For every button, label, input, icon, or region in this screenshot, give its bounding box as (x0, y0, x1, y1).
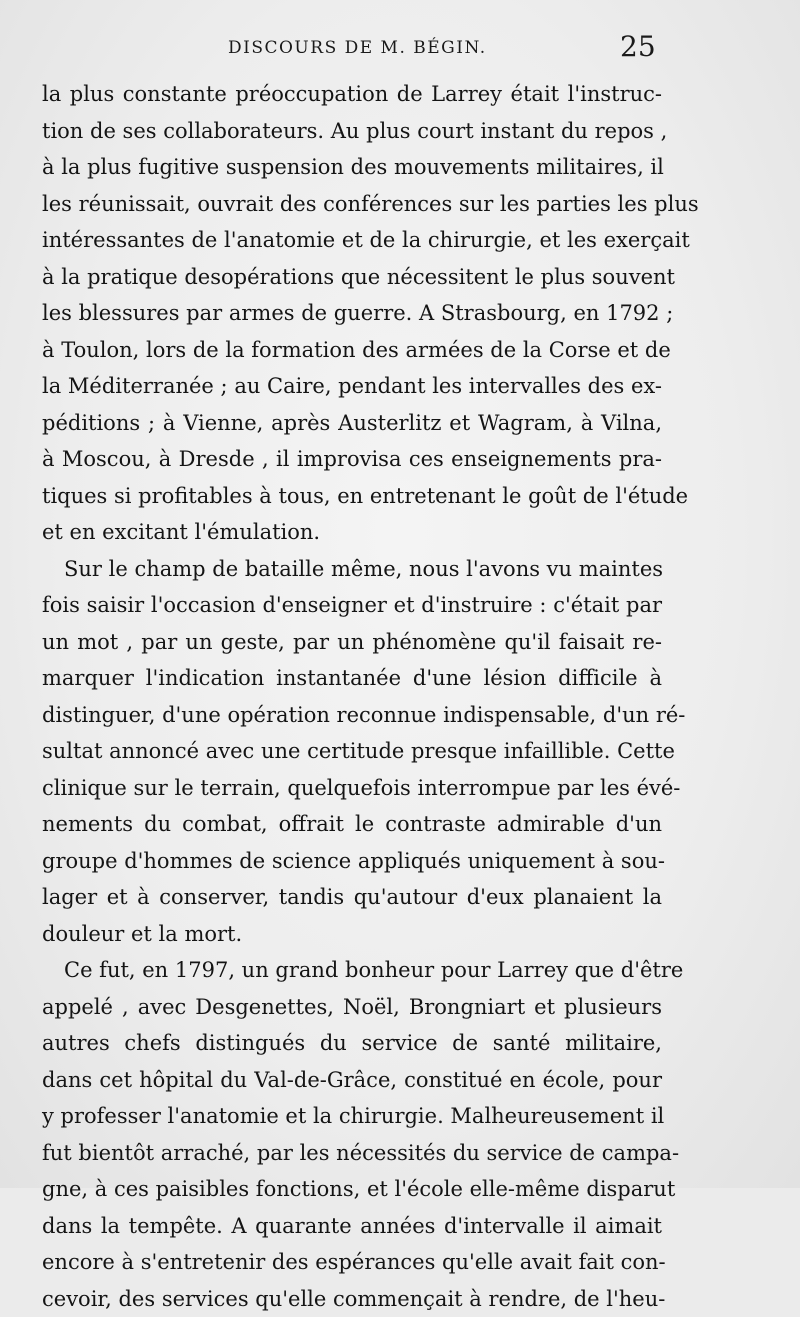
running-head (0, 30, 800, 70)
running-head-title: DISCOURS DE M. BÉGIN. (228, 38, 487, 58)
body-text (42, 76, 662, 1317)
text-line: y professer l'anatomie et la chirurgie. Malheureusement il (42, 1098, 662, 1135)
paragraph (42, 952, 662, 1317)
text-line: intéressantes de l'anatomie et de la chirurgie, et les exerçait (42, 222, 662, 259)
text-line: sultat annoncé avec une certitude presque infaillible. Cette (42, 733, 662, 770)
text-line: à Toulon, lors de la formation des armées de la Corse et de (42, 332, 662, 369)
text-line: péditions ; à Vienne, après Austerlitz et Wagram, à Vilna, (42, 405, 662, 442)
text-line: et en excitant l'émulation. (42, 514, 662, 551)
text-line: tiques si profitables à tous, en entretenant le goût de l'étude (42, 478, 662, 515)
text-line: tion de ses collaborateurs. Au plus court instant du repos , (42, 113, 662, 150)
text-line: les réunissait, ouvrait des conférences sur les parties les plus (42, 186, 662, 223)
text-line: appelé , avec Desgenettes, Noël, Brongniart et plusieurs (42, 989, 662, 1026)
text-line: Sur le champ de bataille même, nous l'avons vu maintes (42, 551, 662, 588)
text-line: fut bientôt arraché, par les nécessités du service de campa- (42, 1135, 662, 1172)
text-line: clinique sur le terrain, quelquefois interrompue par les évé- (42, 770, 662, 807)
text-line: autres chefs distingués du service de santé militaire, (42, 1025, 662, 1062)
text-line: lager et à conserver, tandis qu'autour d'eux planaient la (42, 879, 662, 916)
text-line: les blessures par armes de guerre. A Strasbourg, en 1792 ; (42, 295, 662, 332)
text-line: Ce fut, en 1797, un grand bonheur pour Larrey que d'être (42, 952, 662, 989)
text-line: nements du combat, offrait le contraste admirable d'un (42, 806, 662, 843)
text-line: encore à s'entretenir des espérances qu'elle avait fait con- (42, 1244, 662, 1281)
text-line: la Méditerranée ; au Caire, pendant les intervalles des ex- (42, 368, 662, 405)
text-line: dans la tempête. A quarante années d'intervalle il aimait (42, 1208, 662, 1245)
paragraph (42, 551, 662, 953)
text-line: à la pratique desopérations que nécessitent le plus souvent (42, 259, 662, 296)
text-line: distinguer, d'une opération reconnue indispensable, d'un ré- (42, 697, 662, 734)
paragraph (42, 76, 662, 551)
text-line: la plus constante préoccupation de Larrey était l'instruc- (42, 76, 662, 113)
text-line: marquer l'indication instantanée d'une lésion difficile à (42, 660, 662, 697)
text-line: gne, à ces paisibles fonctions, et l'école elle-même disparut (42, 1171, 662, 1208)
text-line: cevoir, des services qu'elle commençait à rendre, de l'heu- (42, 1281, 662, 1317)
text-line: dans cet hôpital du Val-de-Grâce, constitué en école, pour (42, 1062, 662, 1099)
text-line: à Moscou, à Dresde , il improvisa ces enseignements pra- (42, 441, 662, 478)
page-number: 25 (620, 30, 656, 63)
text-line: groupe d'hommes de science appliqués uniquement à sou- (42, 843, 662, 880)
text-line: douleur et la mort. (42, 916, 662, 953)
text-line: un mot , par un geste, par un phénomène qu'il faisait re- (42, 624, 662, 661)
text-line: fois saisir l'occasion d'enseigner et d'instruire : c'était par (42, 587, 662, 624)
text-line: à la plus fugitive suspension des mouvements militaires, il (42, 149, 662, 186)
